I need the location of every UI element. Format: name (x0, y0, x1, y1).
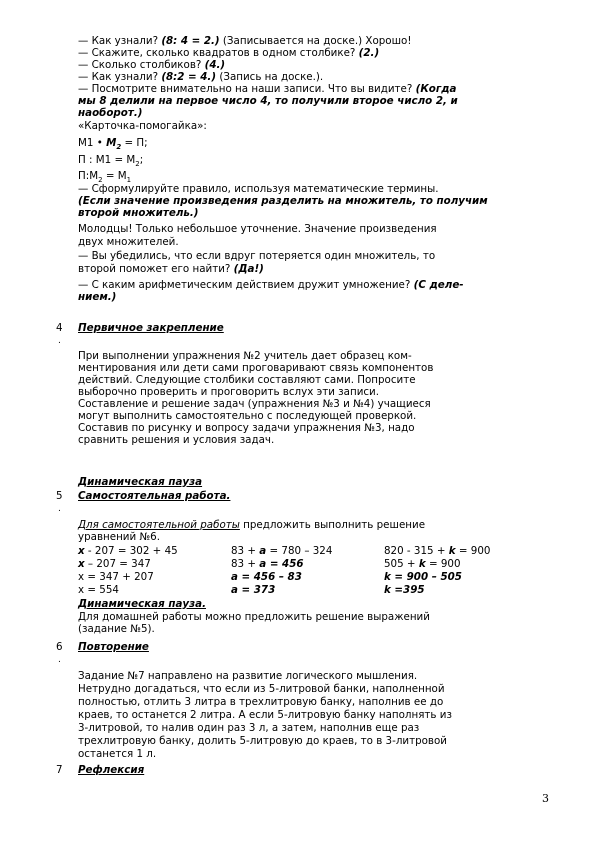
section-number: 6 (56, 641, 63, 653)
rule-line: второй поможет его найти? (Да!) (78, 263, 264, 275)
rule-line: второй множитель.) (78, 207, 199, 219)
equation: x = 347 + 207 (78, 571, 154, 583)
dialogue-line: — Посмотрите внимательно на наши записи. Что вы видите? (Когда (78, 83, 457, 95)
equation: а = 373 (231, 584, 276, 596)
section-title: Рефлексия (78, 764, 145, 776)
dialogue-line: мы 8 делили на первое число 4, то получили второе число 2, и (78, 95, 458, 107)
rule-line: — С каким арифметическим действием дружит умножение? (С деле- (78, 279, 464, 291)
section-title: Повторение (78, 641, 149, 653)
paragraph-line: (задание №5). (78, 623, 155, 635)
paragraph-line: 3-литровой, то налив один раз 3 л, а затем, наполнив еще раз (78, 722, 420, 734)
dialogue-line: — Скажите, сколько квадратов в одном столбике? (2.) (78, 47, 380, 59)
equation: 505 + k = 900 (384, 558, 461, 570)
section-number: 4 (56, 322, 63, 334)
paragraph-line: полностью, отлить 3 литра в трехлитровую банку, наполнив ее до (78, 696, 444, 708)
formula-line: М1 • $М_2 = П$; (78, 137, 148, 152)
formula-line: $П:М_2 = М_1$ (78, 170, 132, 185)
dynamic-pause-heading: Динамическая пауза. (78, 598, 206, 610)
paragraph-line: краев, то останется 2 литра. А если 5-литровую банку наполнять из (78, 709, 452, 721)
equation: x – 207 = 347 (78, 558, 151, 570)
paragraph-line: При выполнении упражнения №2 учитель дает образец ком- (78, 350, 412, 362)
paragraph-line: ментирования или дети сами проговаривают связь компонентов (78, 362, 434, 374)
rule-line: Молодцы! Только небольшое уточнение. Значение произведения (78, 223, 437, 235)
dialogue-line: — Как узнали? (8: 4 = 2.) (Записывается на доске.) Хорошо! (78, 35, 412, 47)
paragraph-line: Для домашней работы можно предложить решение выражений (78, 611, 430, 623)
rule-line: — Сформулируйте правило, используя математические термины. (78, 183, 439, 195)
dynamic-pause-heading: Динамическая пауза (78, 476, 203, 488)
paragraph-line: Для самостоятельной работы предложить выполнить решение (78, 519, 426, 531)
paragraph-line: трехлитровую банку, долить 5-литровую до краев, то в 3-литровой (78, 735, 447, 747)
dialogue-line: — Сколько столбиков? (4.) (78, 59, 226, 71)
paragraph-line: Составление и решение задач (упражнения №3 и №4) учащиеся (78, 398, 431, 410)
paragraph-line: могут выполнить самостоятельно с последующей проверкой. (78, 410, 417, 422)
paragraph-line: Нетрудно догадаться, что если из 5-литровой банки, наполненной (78, 683, 445, 695)
paragraph-line: Задание №7 направлено на развитие логического мышления. (78, 670, 418, 682)
section-dot: . (58, 504, 61, 514)
equation: x - 207 = 302 + 45 (78, 545, 178, 557)
equation: k =395 (384, 584, 425, 596)
rule-line: (Если значение произведения разделить на множитель, то получим (78, 195, 488, 207)
equation: 820 - 315 + k = 900 (384, 545, 491, 557)
paragraph-line: Составив по рисунку и вопросу задачи упражнения №3, надо (78, 422, 415, 434)
rule-line: двух множителей. (78, 236, 179, 248)
section-dot: . (58, 336, 61, 346)
equation: x = 554 (78, 584, 119, 596)
section-number: 5 (56, 490, 63, 502)
paragraph-line: уравнений №6. (78, 531, 160, 543)
section-number: 7 (56, 764, 63, 776)
rule-line: — Вы убедились, что если вдруг потеряется один множитель, то (78, 250, 436, 262)
card-title: «Карточка-помогайка»: (78, 120, 207, 132)
paragraph-line: выборочно проверить и проговорить вслух эти записи. (78, 386, 380, 398)
rule-line: нием.) (78, 291, 117, 303)
dialogue-line: наоборот.) (78, 107, 143, 119)
formula-line: П : $М1 = М_2$; (78, 154, 144, 169)
paragraph-line: действий. Следующие столбики составляют сами. Попросите (78, 374, 416, 386)
equation: k = 900 – 505 (384, 571, 462, 583)
equation: а = 456 – 83 (231, 571, 302, 583)
paragraph-line: останется 1 л. (78, 748, 157, 760)
paragraph-line: сравнить решения и условия задач. (78, 434, 275, 446)
section-title: Самостоятельная работа. (78, 490, 231, 502)
section-dot: . (58, 655, 61, 665)
equation: 83 + а = 456 (231, 558, 304, 570)
section-title: Первичное закрепление (78, 322, 224, 334)
equation: 83 + а = 780 – 324 (231, 545, 333, 557)
page-number: 3 (542, 792, 549, 805)
dialogue-line: — Как узнали? (8:2 = 4.) (Запись на доске.). (78, 71, 324, 83)
